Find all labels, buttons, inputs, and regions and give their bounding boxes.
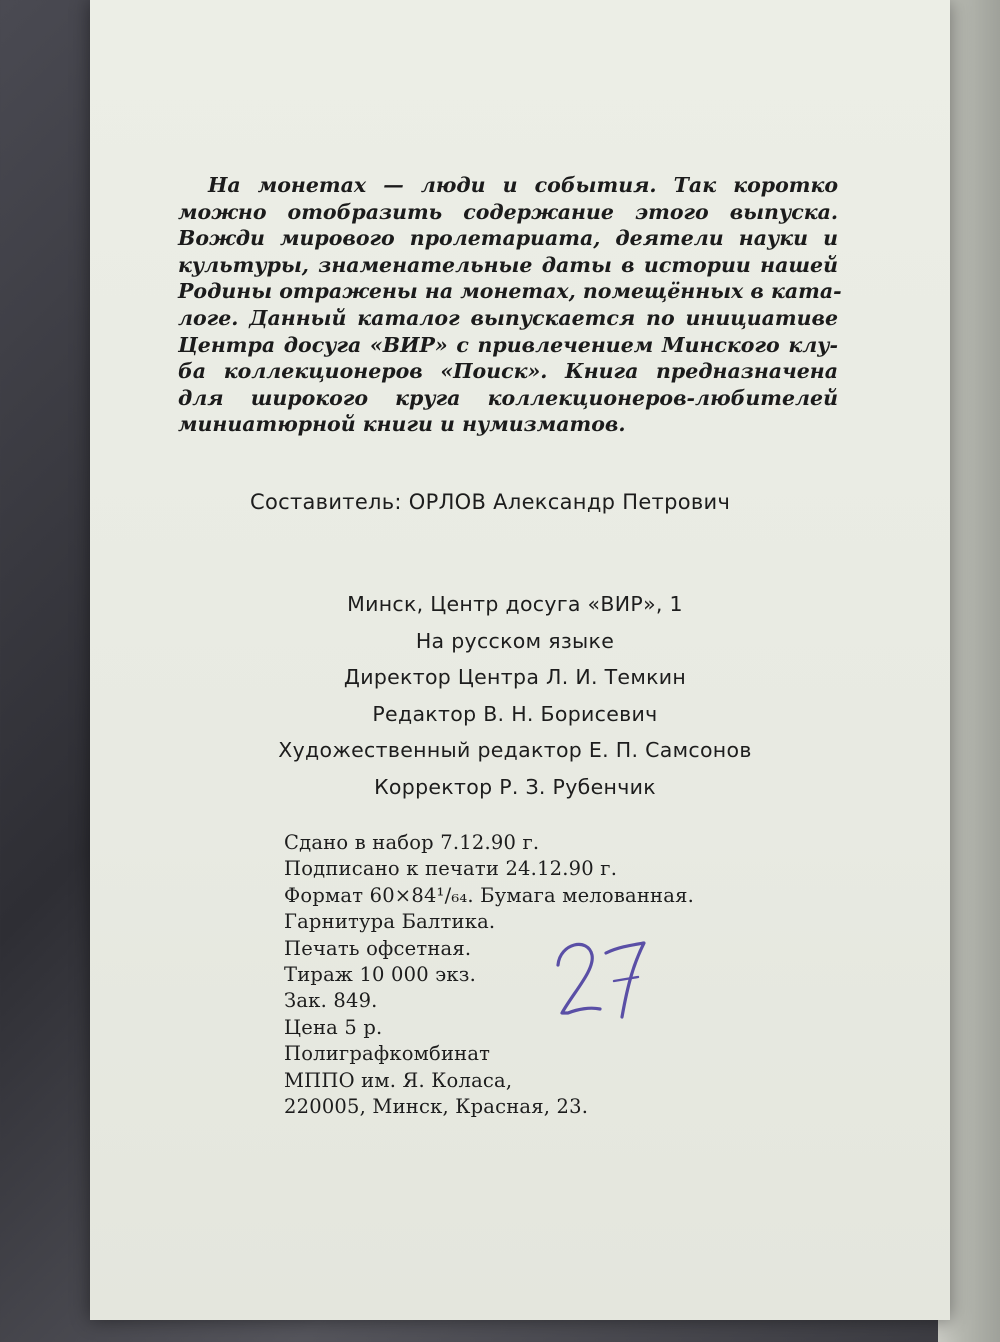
publisher-line: Минск, Центр досуга «ВИР», 1: [347, 592, 683, 616]
proofreader-line: Корректор Р. З. Рубенчик: [374, 774, 656, 799]
imprint-line: Формат 60×84¹/₆₄. Бумага мелованная.: [284, 883, 694, 907]
handwritten-number: [548, 925, 658, 1025]
imprint-line: Гарнитура Балтика.: [284, 910, 496, 934]
imprint-line: Зак. 849.: [284, 989, 378, 1013]
annotation-line: Вожди мирового пролетариата, деятели науки и: [178, 226, 838, 251]
imprint-line: Сдано в набор 7.12.90 г.: [284, 831, 540, 854]
annotation-line: Родины отражены на монетах, помещённых в ката-: [178, 279, 842, 304]
annotation-line: можно отобразить содержание этого выпуска.: [178, 199, 838, 224]
imprint-line: Цена 5 р.: [284, 1015, 383, 1039]
imprint-line: Полиграфкомбинат: [284, 1042, 491, 1066]
annotation-line: для широкого круга коллекционеров-любителей: [178, 385, 838, 410]
compiler-credit: Составитель: ОРЛОВ Александр Петрович: [250, 490, 731, 514]
annotation-line: миниатюрной книги и нумизматов.: [178, 412, 626, 437]
annotation-line: Центра досуга «ВИР» с привлечением Минского клу-: [178, 332, 838, 357]
editor-line: Редактор В. Н. Борисевич: [372, 701, 658, 726]
art-editor-line: Художественный редактор Е. П. Самсонов: [278, 738, 752, 762]
imprint-line: Подписано к печати 24.12.90 г.: [284, 857, 618, 881]
imprint-line: 220005, Минск, Красная, 23.: [284, 1095, 589, 1119]
imprint-line: Тираж 10 000 экз.: [284, 963, 477, 987]
imprint-line: Печать офсетная.: [284, 936, 472, 960]
annotation-line: На монетах — люди и события. Так коротко: [208, 173, 838, 197]
annotation-line: ба коллекционеров «Поиск». Книга предназначена: [178, 359, 838, 384]
annotation-line: логе. Данный каталог выпускается по инициативе: [178, 305, 838, 330]
annotation-text: [178, 172, 842, 438]
imprint-line: МППО им. Я. Коласа,: [284, 1068, 513, 1092]
director-line: Директор Центра Л. И. Темкин: [343, 665, 687, 689]
annotation-line: культуры, знаменательные даты в истории нашей: [178, 252, 838, 277]
publisher-credits: [0, 586, 1000, 805]
language-line: На русском языке: [415, 628, 615, 653]
